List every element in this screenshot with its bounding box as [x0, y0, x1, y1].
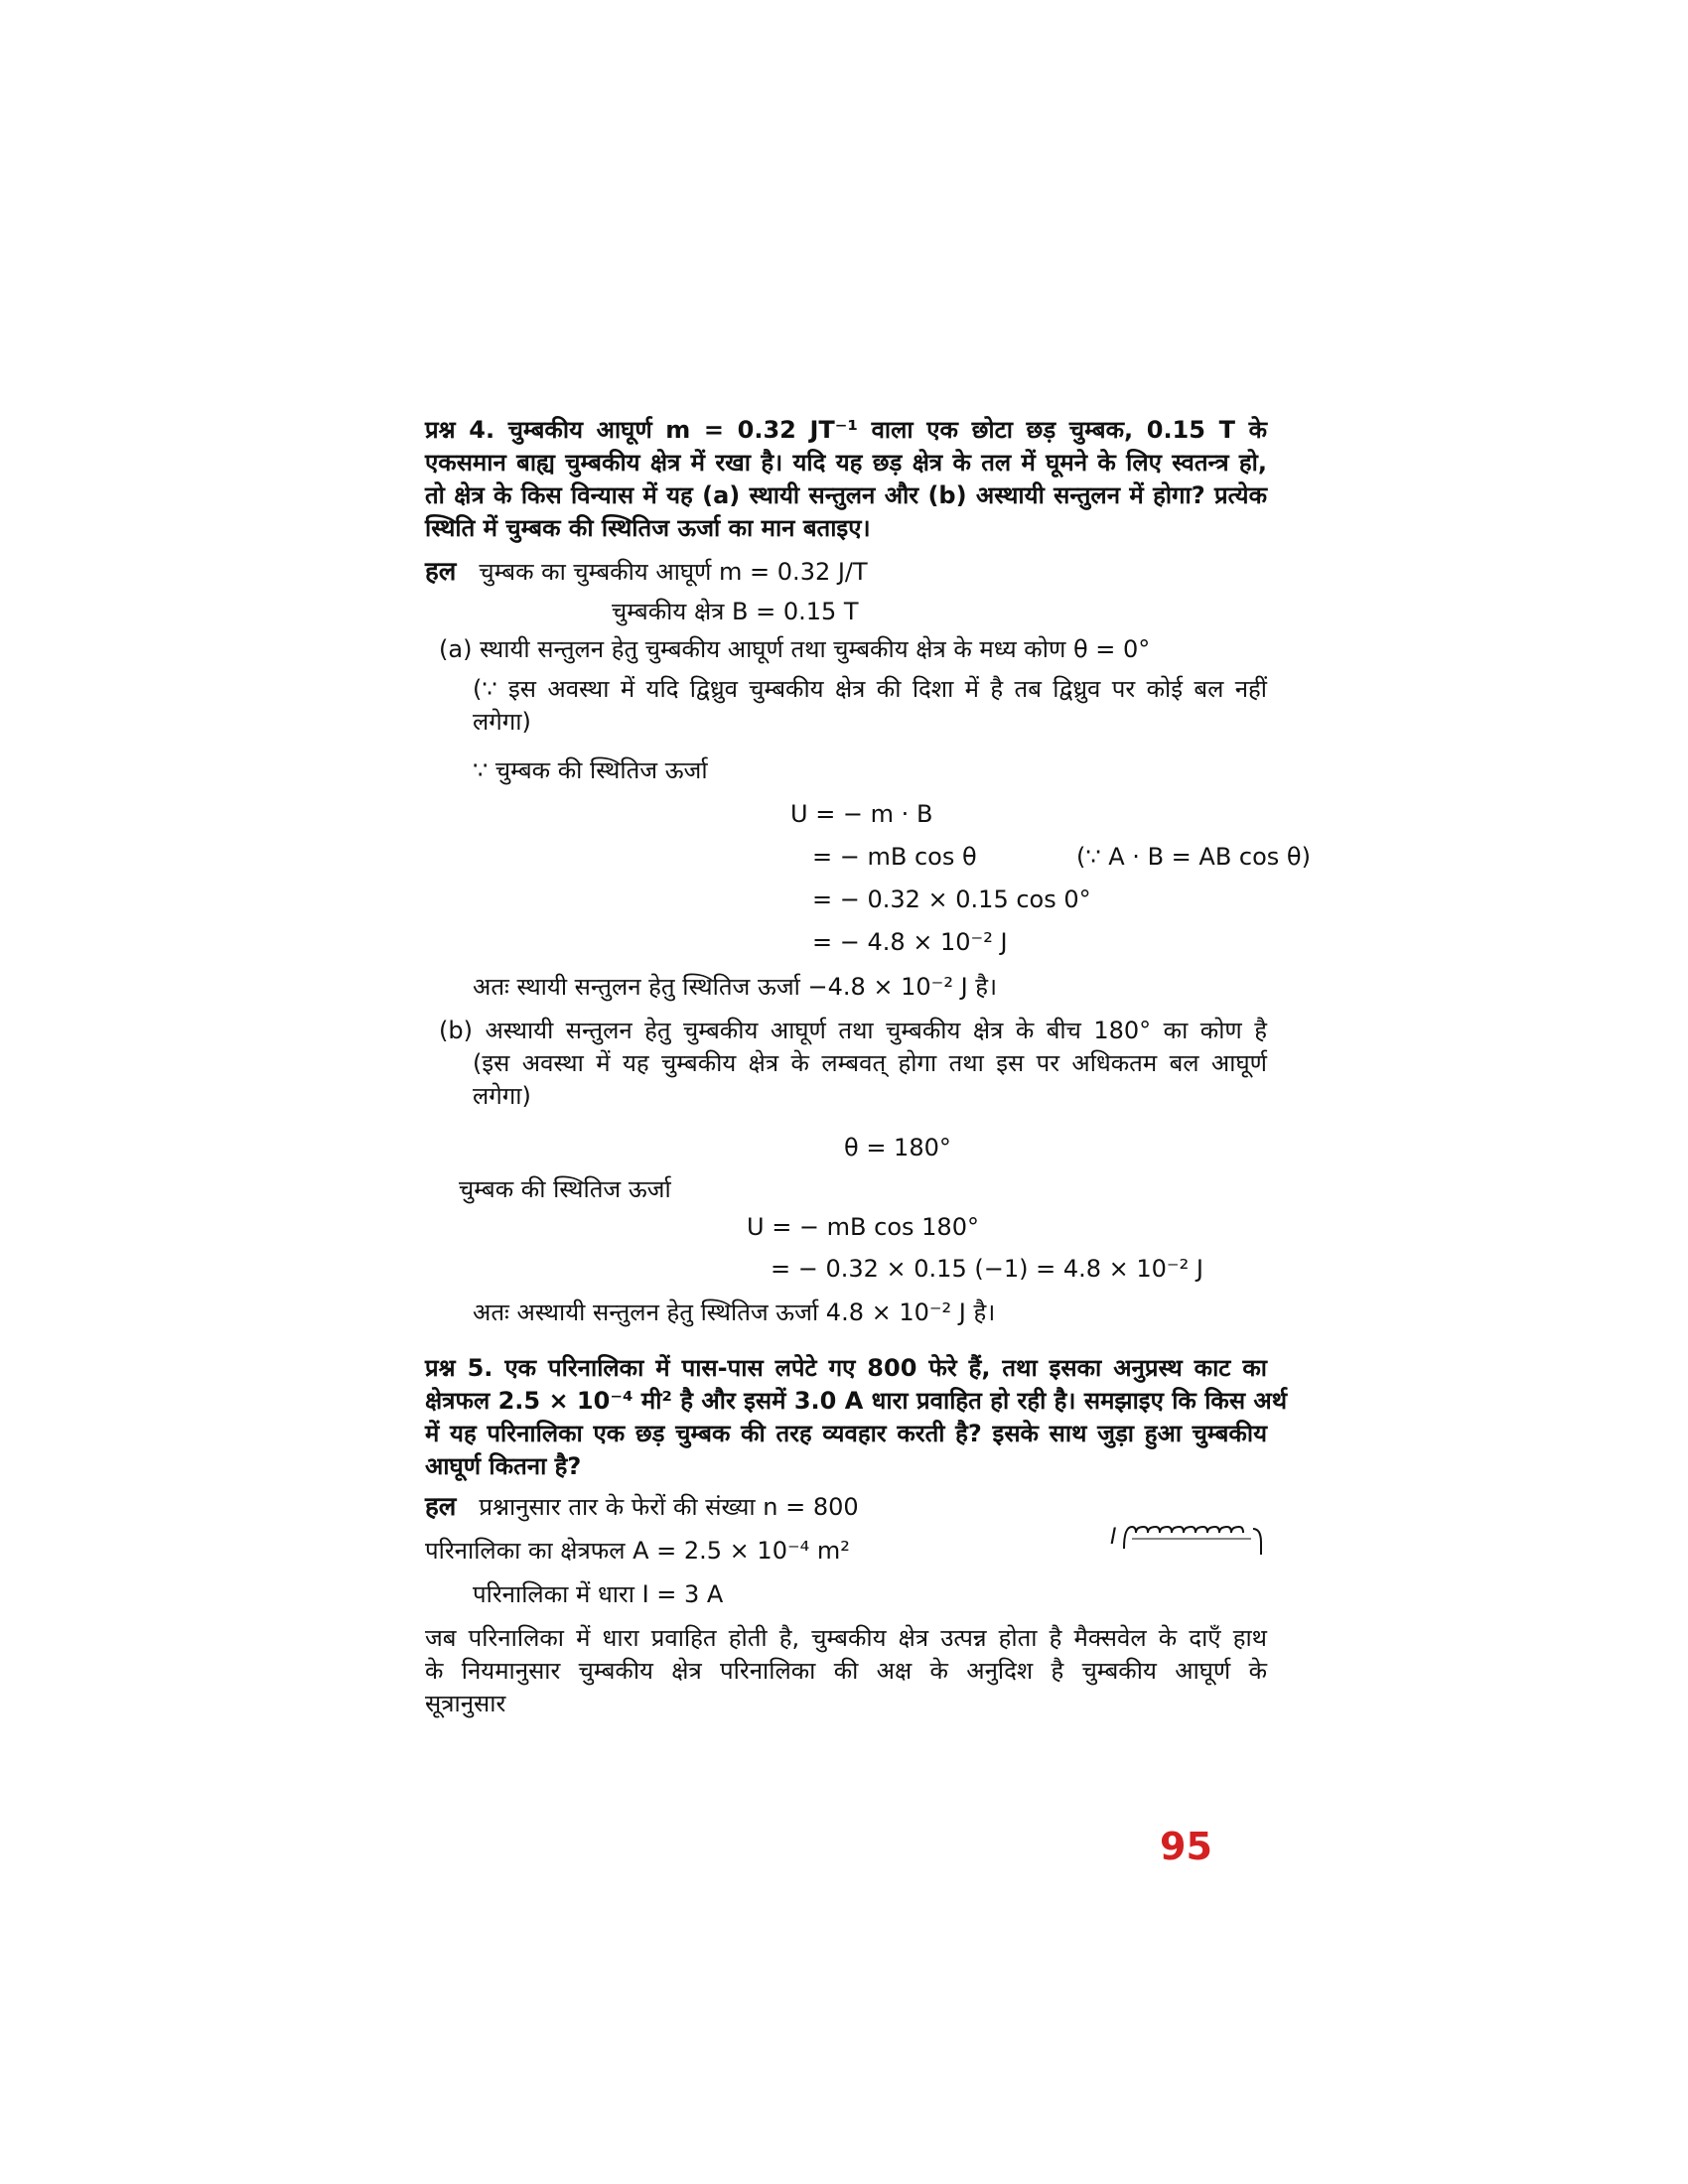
equation-1: U = − m · B — [790, 800, 933, 828]
solution-5-para-line-2: के नियमानुसार चुम्बकीय क्षेत्र परिनालिका की अक्ष के अनुदिश है चुम्बकीय आघूर्ण के — [425, 1657, 1267, 1685]
solution-5-label: हल — [425, 1492, 457, 1522]
solution-5-paragraph — [425, 1622, 1267, 1720]
question-4-line-1: प्रश्न 4. चुम्बकीय आघूर्ण m = 0.32 JT⁻¹ वाला एक छोटा छड़ चुम्बक, 0.15 T के — [425, 416, 1268, 444]
solution-5-turns-line — [425, 1491, 859, 1523]
equation-2: = − mB cos θ — [812, 843, 977, 871]
question-5-line-3: में यह परिनालिका एक छड़ चुम्बक की तरह व्यवहार करती है? इसके साथ जुड़ा हुआ चुम्बकीय — [425, 1420, 1267, 1447]
part-a-conclusion: अतः स्थायी सन्तुलन हेतु स्थितिज ऊर्जा −4.8 × 10⁻² J है। — [473, 973, 998, 1001]
part-a-note-line-2: लगेगा) — [473, 708, 531, 736]
solution-5-para-line-3: सूत्रानुसार — [425, 1690, 506, 1717]
part-b-pe-label: चुम्बक की स्थितिज ऊर्जा — [459, 1175, 671, 1203]
solenoid-diagram — [1110, 1519, 1269, 1559]
equation-2-note: (∵ A · B = AB cos θ) — [1076, 843, 1311, 871]
solution-4-label: हल — [425, 557, 457, 587]
question-5-line-2: क्षेत्रफल 2.5 × 10⁻⁴ मी² है और इसमें 3.0 A धारा प्रवाहित हो रही है। समझाइए कि किस अर्थ — [425, 1387, 1288, 1415]
question-4-line-3: तो क्षेत्र के किस विन्यास में यह (a) स्थायी सन्तुलन और (b) अस्थायी सन्तुलन में होगा? प्रत्येक — [425, 481, 1267, 509]
solution-4-moment: चुम्बक का चुम्बकीय आघूर्ण m = 0.32 J/T — [479, 558, 868, 586]
solution-4-pe-label: ∵ चुम्बक की स्थितिज ऊर्जा — [473, 756, 708, 784]
solution-4-field: चुम्बकीय क्षेत्र B = 0.15 T — [612, 598, 859, 625]
part-b-line-2: (इस अवस्था में यह चुम्बकीय क्षेत्र के लम्बवत् होगा तथा इस पर अधिकतम बल आघूर्ण — [473, 1049, 1267, 1077]
page-number: 95 — [1160, 1825, 1212, 1868]
equation-5: U = − mB cos 180° — [747, 1213, 979, 1241]
solution-5-turns: प्रश्नानुसार तार के फेरों की संख्या n = 800 — [479, 1493, 859, 1521]
equation-6: = − 0.32 × 0.15 (−1) = 4.8 × 10⁻² J — [771, 1255, 1203, 1283]
part-a-note-line-1: (∵ इस अवस्था में यदि द्विध्रुव चुम्बकीय क्षेत्र की दिशा में है तब द्विध्रुव पर कोई बल नहीं — [473, 675, 1267, 703]
part-b-line-3: लगेगा) — [473, 1082, 531, 1110]
question-4-line-2: एकसमान बाह्य चुम्बकीय क्षेत्र में रखा है। यदि यह छड़ क्षेत्र के तल में घूमने के लिए स्वतन्त्र हो, — [425, 449, 1267, 477]
part-b-line-1: (b) अस्थायी सन्तुलन हेतु चुम्बकीय आघूर्ण तथा चुम्बकीय क्षेत्र के बीच 180° का कोण है — [439, 1017, 1267, 1044]
solenoid-coil-icon — [1120, 1519, 1269, 1559]
solution-4-part-b — [439, 1015, 1267, 1113]
question-5-label: प्रश्न 5. — [425, 1354, 493, 1382]
question-5 — [425, 1352, 1288, 1483]
question-4 — [425, 414, 1267, 545]
solution-5-para-line-1: जब परिनालिका में धारा प्रवाहित होती है, चुम्बकीय क्षेत्र उत्पन्न होता है मैक्सवेल के दाएँ हाथ — [425, 1624, 1267, 1652]
solenoid-current-label: I — [1110, 1525, 1117, 1550]
solution-5-current: परिनालिका में धारा I = 3 A — [473, 1580, 724, 1608]
question-5-line-4: आघूर्ण कितना है? — [425, 1452, 582, 1480]
solution-4-part-a-note — [473, 673, 1267, 739]
equation-3: = − 0.32 × 0.15 cos 0° — [812, 886, 1091, 913]
solution-5-area: परिनालिका का क्षेत्रफल A = 2.5 × 10⁻⁴ m² — [425, 1537, 850, 1565]
solution-4-part-a: (a) स्थायी सन्तुलन हेतु चुम्बकीय आघूर्ण तथा चुम्बकीय क्षेत्र के मध्य कोण θ = 0° — [439, 635, 1151, 663]
question-4-label: प्रश्न 4. — [425, 416, 495, 444]
question-4-line-4: स्थिति में चुम्बक की स्थितिज ऊर्जा का मान बताइए। — [425, 514, 871, 542]
theta-value: θ = 180° — [844, 1134, 951, 1161]
solution-4-moment-line — [425, 556, 868, 588]
equation-4: = − 4.8 × 10⁻² J — [812, 928, 1008, 956]
part-b-conclusion: अतः अस्थायी सन्तुलन हेतु स्थितिज ऊर्जा 4.8 × 10⁻² J है। — [473, 1298, 996, 1326]
question-5-line-1: प्रश्न 5. एक परिनालिका में पास-पास लपेटे गए 800 फेरे हैं, तथा इसका अनुप्रस्थ काट का — [425, 1354, 1267, 1382]
